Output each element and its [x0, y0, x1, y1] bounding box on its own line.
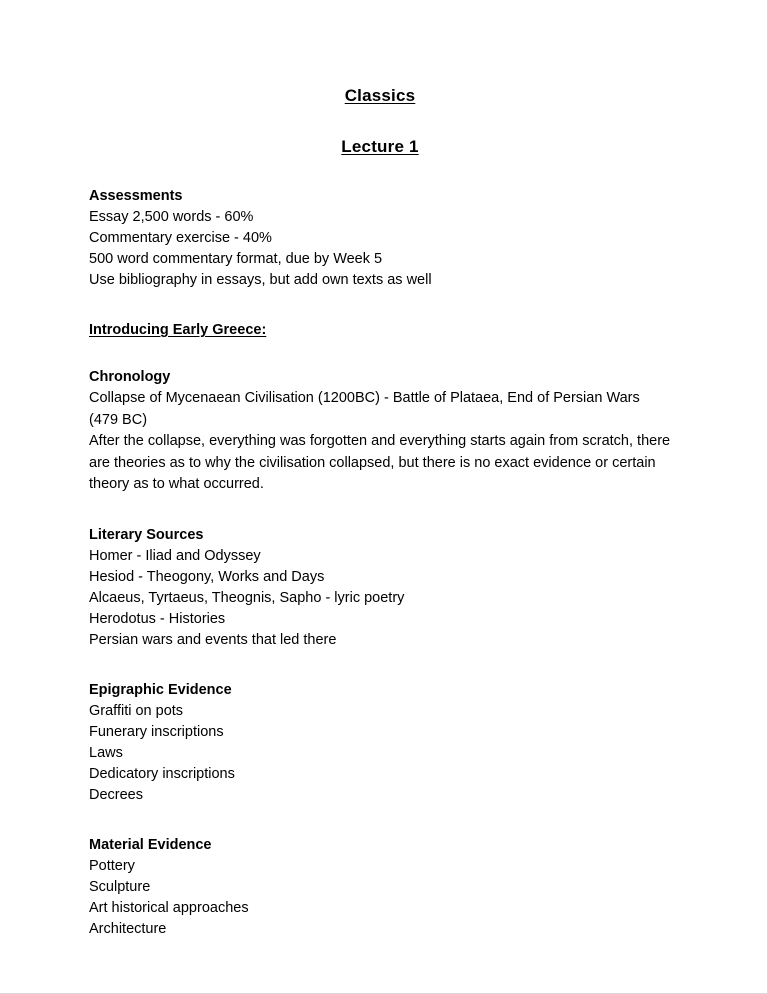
document-content: [89, 0, 671, 940]
section-assessments: [89, 186, 671, 291]
list-item: Architecture: [89, 920, 167, 937]
list-item: Persian wars and events that led there: [89, 631, 337, 648]
list-item: Funerary inscriptions: [89, 723, 224, 740]
section-heading-literary-sources: Literary Sources: [89, 526, 204, 543]
chronology-paragraph: After the collapse, everything was forgotten and everything starts again from scratch, there are theories as to why the civilisation collapsed, but there is no exact evidence or certain theory as to what occurred.: [89, 433, 671, 492]
list-item: Decrees: [89, 786, 143, 803]
epigraphic-evidence-list: [89, 701, 671, 806]
assessments-line: Essay 2,500 words - 60%: [89, 209, 254, 225]
section-chronology: [89, 367, 671, 496]
list-item: Homer - Iliad and Odyssey: [89, 547, 261, 564]
list-item: Alcaeus, Tyrtaeus, Theognis, Sapho - lyric poetry: [89, 589, 405, 606]
list-item: Sculpture: [89, 878, 151, 895]
material-evidence-list: [89, 856, 671, 940]
section-literary-sources: [89, 525, 671, 651]
section-introducing-early-greece: [89, 320, 671, 341]
lecture-title: [89, 106, 671, 157]
list-item: Pottery: [89, 857, 135, 874]
section-material-evidence: [89, 835, 671, 940]
list-item: Graffiti on pots: [89, 702, 184, 719]
section-epigraphic-evidence: [89, 680, 671, 806]
lecture-title-text: Lecture 1: [341, 137, 419, 156]
page-title: [89, 0, 671, 106]
section-heading-introducing-early-greece: Introducing Early Greece:: [89, 322, 267, 338]
literary-sources-list: [89, 546, 671, 651]
list-item: Laws: [89, 744, 123, 761]
assessments-line: Commentary exercise - 40%: [89, 230, 272, 246]
page-title-text: Classics: [344, 86, 416, 105]
list-item: Art historical approaches: [89, 899, 249, 916]
assessments-line: Use bibliography in essays, but add own texts as well: [89, 272, 432, 288]
section-heading-material-evidence: Material Evidence: [89, 836, 212, 853]
list-item: Dedicatory inscriptions: [89, 765, 235, 782]
list-item: Hesiod - Theogony, Works and Days: [89, 568, 325, 585]
section-heading-chronology: Chronology: [89, 369, 171, 385]
section-heading-assessments: Assessments: [89, 188, 183, 204]
chronology-range: Collapse of Mycenaean Civilisation (1200BC) - Battle of Plataea, End of Persian Wars (479 BC): [89, 390, 640, 428]
assessments-line: 500 word commentary format, due by Week 5: [89, 251, 383, 267]
list-item: Herodotus - Histories: [89, 610, 226, 627]
section-heading-epigraphic-evidence: Epigraphic Evidence: [89, 681, 232, 698]
